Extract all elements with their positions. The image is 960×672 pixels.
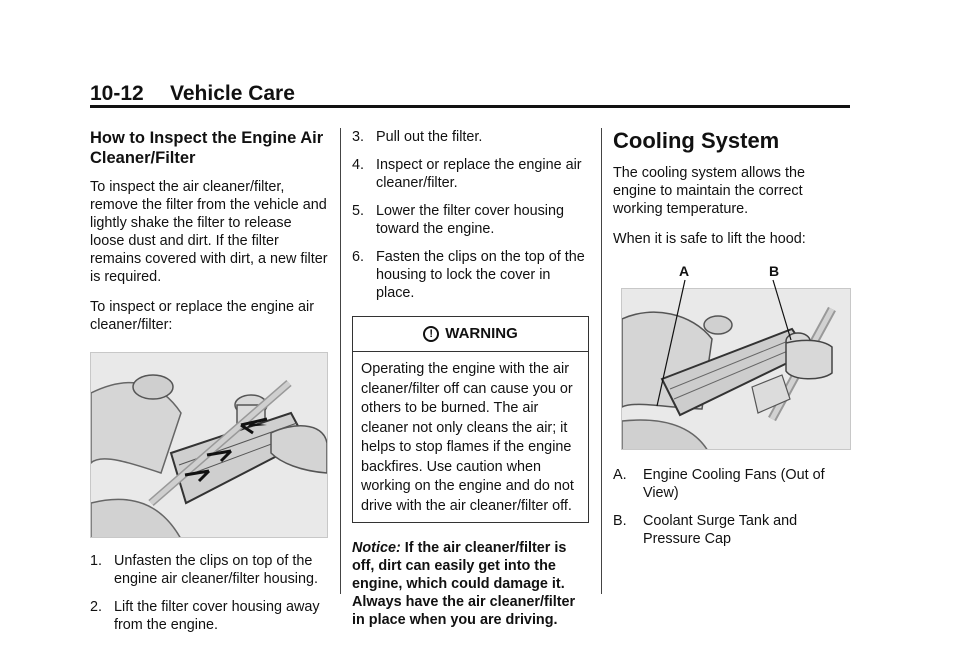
cooling-system-heading: Cooling System [613,128,780,153]
cooling-system-callouts [613,466,850,548]
section-title: Vehicle Care [170,82,295,105]
warning-circle-icon: ! [423,326,439,342]
middle-column [352,128,589,629]
warning-header [353,317,588,352]
air-cleaner-steps-2 [352,128,589,302]
page-header [90,78,850,108]
list-item: 1. Unfasten the clips on top of the engine air cleaner/filter housing. [90,553,318,587]
cooling-system-figure [613,262,851,456]
list-item: 4. Inspect or replace the engine air cleaner/filter. [352,157,582,191]
air-cleaner-instructions: To inspect or replace the engine air cleaner/filter: [90,299,314,333]
column-divider-left [340,128,341,594]
figure-label-b: B [769,263,780,279]
notice-label: Notice: [352,540,401,556]
list-item: 6. Fasten the clips on the top of the housing to lock the cover in place. [352,249,585,301]
list-item: 2. Lift the filter cover housing away from the engine. [90,599,320,633]
list-item: A. Engine Cooling Fans (Out of View) [613,467,825,501]
figure-label-a: A [679,263,690,279]
list-item: B. Coolant Surge Tank and Pressure Cap [613,513,798,547]
air-cleaner-intro: To inspect the air cleaner/filter, remove the filter from the vehicle and lightly shake the filter to release loose dust and dirt. If the filter remains covered with dirt, a new filter is required. [90,179,328,285]
air-cleaner-photo [90,352,328,538]
page-number: 10-12 [90,82,144,105]
column-divider-right [601,128,602,594]
warning-box [352,316,589,523]
right-column [613,128,850,558]
warning-body: Operating the engine with the air cleaner/filter off can cause you or others to be burned. The air cleaner not only cleans the air; it helps to stop flames if the engine backfires. Use caution when working on the engine and do not drive with the air cleaner/filter off. [361,361,574,514]
air-cleaner-steps-1 [90,552,328,634]
left-column [90,128,328,644]
cooling-system-intro: The cooling system allows the engine to maintain the correct working temperature. [613,165,805,217]
cooling-system-instruction: When it is safe to lift the hood: [613,231,806,247]
list-item: 3. Pull out the filter. [352,129,483,145]
notice-paragraph [352,539,589,629]
list-item: 5. Lower the filter cover housing toward the engine. [352,203,564,237]
warning-title: WARNING [445,325,518,342]
air-cleaner-heading: How to Inspect the Engine Air Cleaner/Filter [90,129,324,167]
notice-text: If the air cleaner/filter is off, dirt can easily get into the engine, which could damage it. Always have the air cleaner/filter in place when you are driving. [352,540,576,628]
